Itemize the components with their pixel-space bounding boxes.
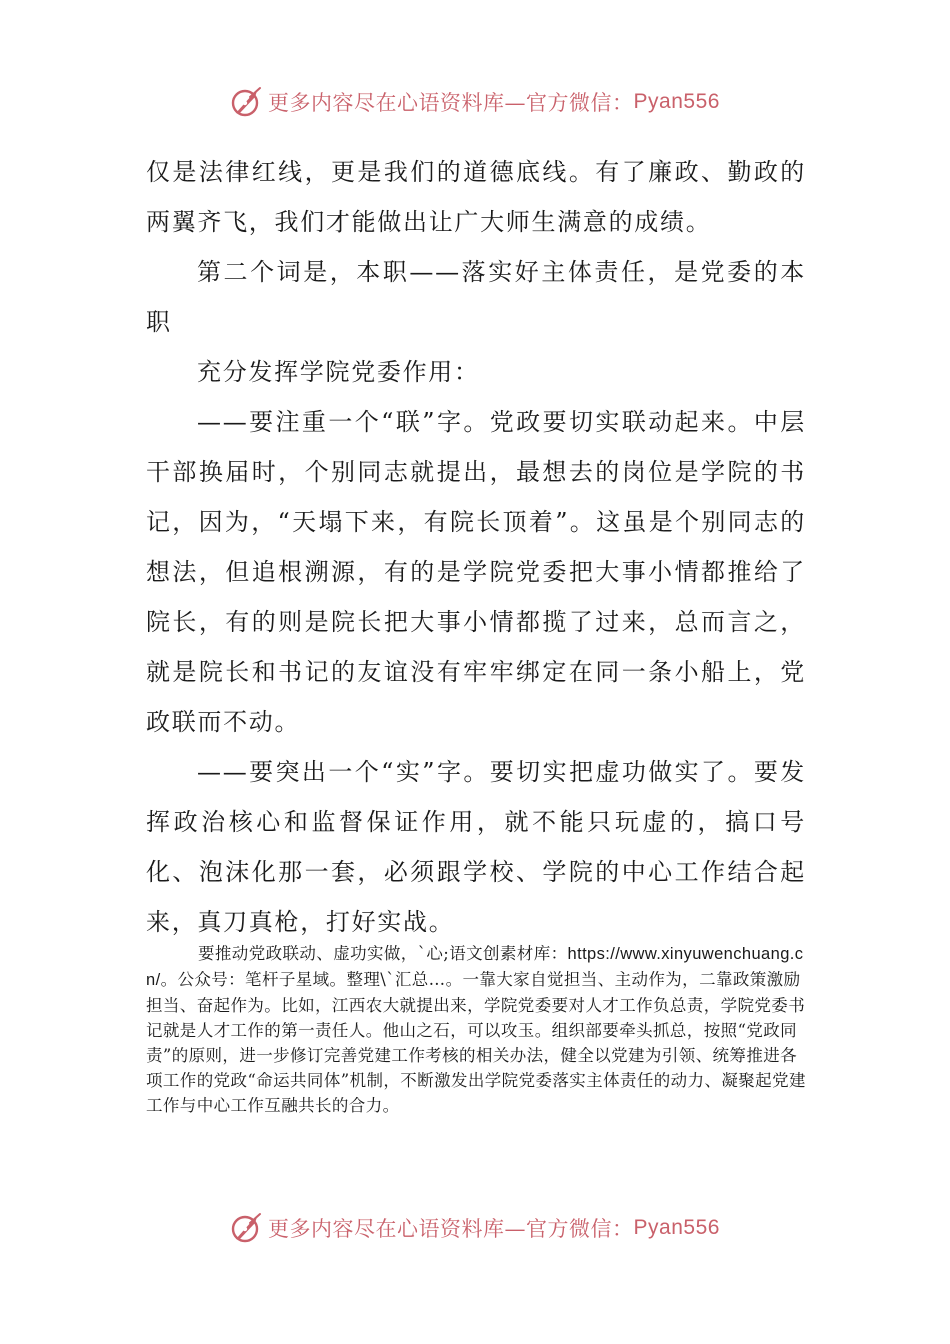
small-print-paragraph — [146, 941, 806, 1118]
paragraph-1: 仅是法律红线，更是我们的道德底线。有了廉政、勤政的两翼齐飞，我们才能做出让广大师生满意的成绩。 — [146, 158, 806, 236]
small-paragraph-part1: 要推动党政联动、虚功实做，`心;语文创素材库： — [198, 944, 568, 963]
header-banner-text: 更多内容尽在心语资料库—官方微信： — [268, 91, 634, 115]
paragraph-3: 充分发挥学院党委作用： — [197, 358, 480, 386]
footer-wechat-id: Pyan556 — [633, 1216, 720, 1239]
small-paragraph-url: https://www.xinyuwenchuang.cn/ — [146, 945, 804, 989]
paragraph-5: ——要突出一个“实”字。要切实把虚功做实了。要发挥政治核心和监督保证作用，就不能只玩虚的，搞口号化、泡沫化那一套，必须跟学校、学院的中心工作结合起来，真刀真枪，打好实战。 — [146, 758, 806, 936]
paragraph-2: 第二个词是，本职——落实好主体责任，是党委的本职 — [146, 258, 806, 336]
header-wechat-id: Pyan556 — [633, 90, 720, 113]
document-body — [146, 147, 806, 947]
small-paragraph-part2: 。公众号：笔杆子星域。整理\`汇总…。一靠大家自觉担当、主动作为，二靠政策激励担当、奋起作为。比如，江西农大就提出来，学院党委要对人才工作负总责，学院党委书记就是人才工作的第一责任人。他山之石，可以攻玉。组织部要牵头抓总，按照“党政同责”的原则，进一步修订完善党建工作考核的相关办法，健全以党建为引领、统筹推进各项工作的党政“命运共同体”机制，不断激发出学院党委落实主体责任的动力、凝聚起党建工作与中心工作互融共长的合力。 — [146, 970, 806, 1115]
pen-logo-icon — [230, 85, 264, 119]
footer-banner-text: 更多内容尽在心语资料库—官方微信： — [268, 1217, 634, 1241]
pen-logo-icon — [230, 1211, 264, 1245]
header-banner — [0, 82, 950, 122]
footer-banner — [0, 1208, 950, 1248]
paragraph-4: ——要注重一个“联”字。党政要切实联动起来。中层干部换届时，个别同志就提出，最想去的岗位是学院的书记，因为，“天塌下来，有院长顶着”。这虽是个别同志的想法，但追根溯源，有的是学院党委把大事小情都推给了院长，有的则是院长把大事小情都揽了过来，总而言之，就是院长和书记的友谊没有牢牢绑定在同一条小船上，党政联而不动。 — [146, 408, 806, 736]
